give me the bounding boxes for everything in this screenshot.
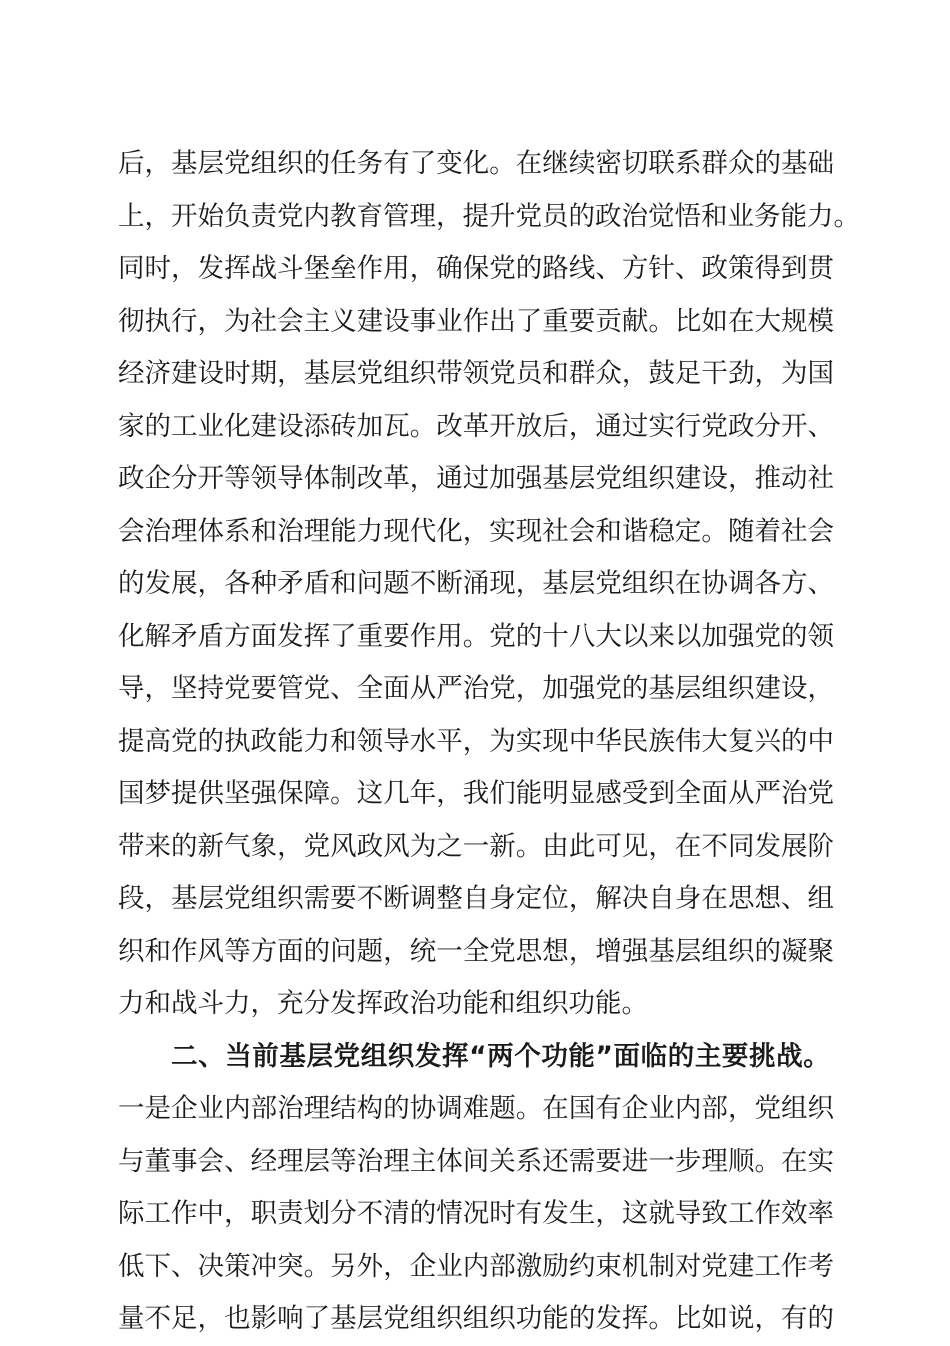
section-heading: 二、当前基层党组织发挥“两个功能”面临的主要挑战。 [171,1040,831,1072]
text-line: 的发展，各种矛盾和问题不断涌现，基层党组织在协调各方、 [118,568,834,599]
text-line: 际工作中，职责划分不清的情况时有发生，这就导致工作效率 [118,1198,834,1229]
text-line: 政企分开等领导体制改革，通过加强基层党组织建设，推动社 [118,463,834,494]
text-line: 同时，发挥战斗堡垒作用，确保党的路线、方针、政策得到贯 [118,253,834,284]
document-body [118,138,860,1346]
text-line: 力和战斗力，充分发挥政治功能和组织功能。 [118,988,648,1019]
text-line: 会治理体系和治理能力现代化，实现社会和谐稳定。随着社会 [118,515,834,547]
text-line: 量不足，也影响了基层党组织组织功能的发挥。比如说，有的 [118,1303,834,1334]
text-line: 低下、决策冲突。另外，企业内部激励约束机制对党建工作考 [118,1250,834,1282]
text-line: 带来的新气象，党风政风为之一新。由此可见，在不同发展阶 [118,830,834,862]
text-line: 导，坚持党要管党、全面从严治党，加强党的基层组织建设， [118,673,834,704]
text-line: 一是企业内部治理结构的协调难题。在国有企业内部，党组织 [118,1093,834,1124]
text-line: 彻执行，为社会主义建设事业作出了重要贡献。比如在大规模 [118,305,834,337]
text-line: 经济建设时期，基层党组织带领党员和群众，鼓足干劲，为国 [118,358,834,389]
text-line: 后，基层党组织的任务有了变化。在继续密切联系群众的基础 [118,148,834,179]
text-line: 化解矛盾方面发挥了重要作用。党的十八大以来以加强党的领 [118,620,834,652]
text-line: 家的工业化建设添砖加瓦。改革开放后，通过实行党政分开、 [118,410,834,442]
text-line: 提高党的执政能力和领导水平，为实现中华民族伟大复兴的中 [118,725,834,757]
text-line: 织和作风等方面的问题，统一全党思想，增强基层组织的凝聚 [118,935,834,967]
text-line: 与董事会、经理层等治理主体间关系还需要进一步理顺。在实 [118,1145,834,1177]
text-line: 段，基层党组织需要不断调整自身定位，解决自身在思想、组 [118,883,834,914]
text-line: 国梦提供坚强保障。这几年，我们能明显感受到全面从严治党 [118,778,834,809]
text-line: 上，开始负责党内教育管理，提升党员的政治觉悟和业务能力。 [118,200,860,232]
